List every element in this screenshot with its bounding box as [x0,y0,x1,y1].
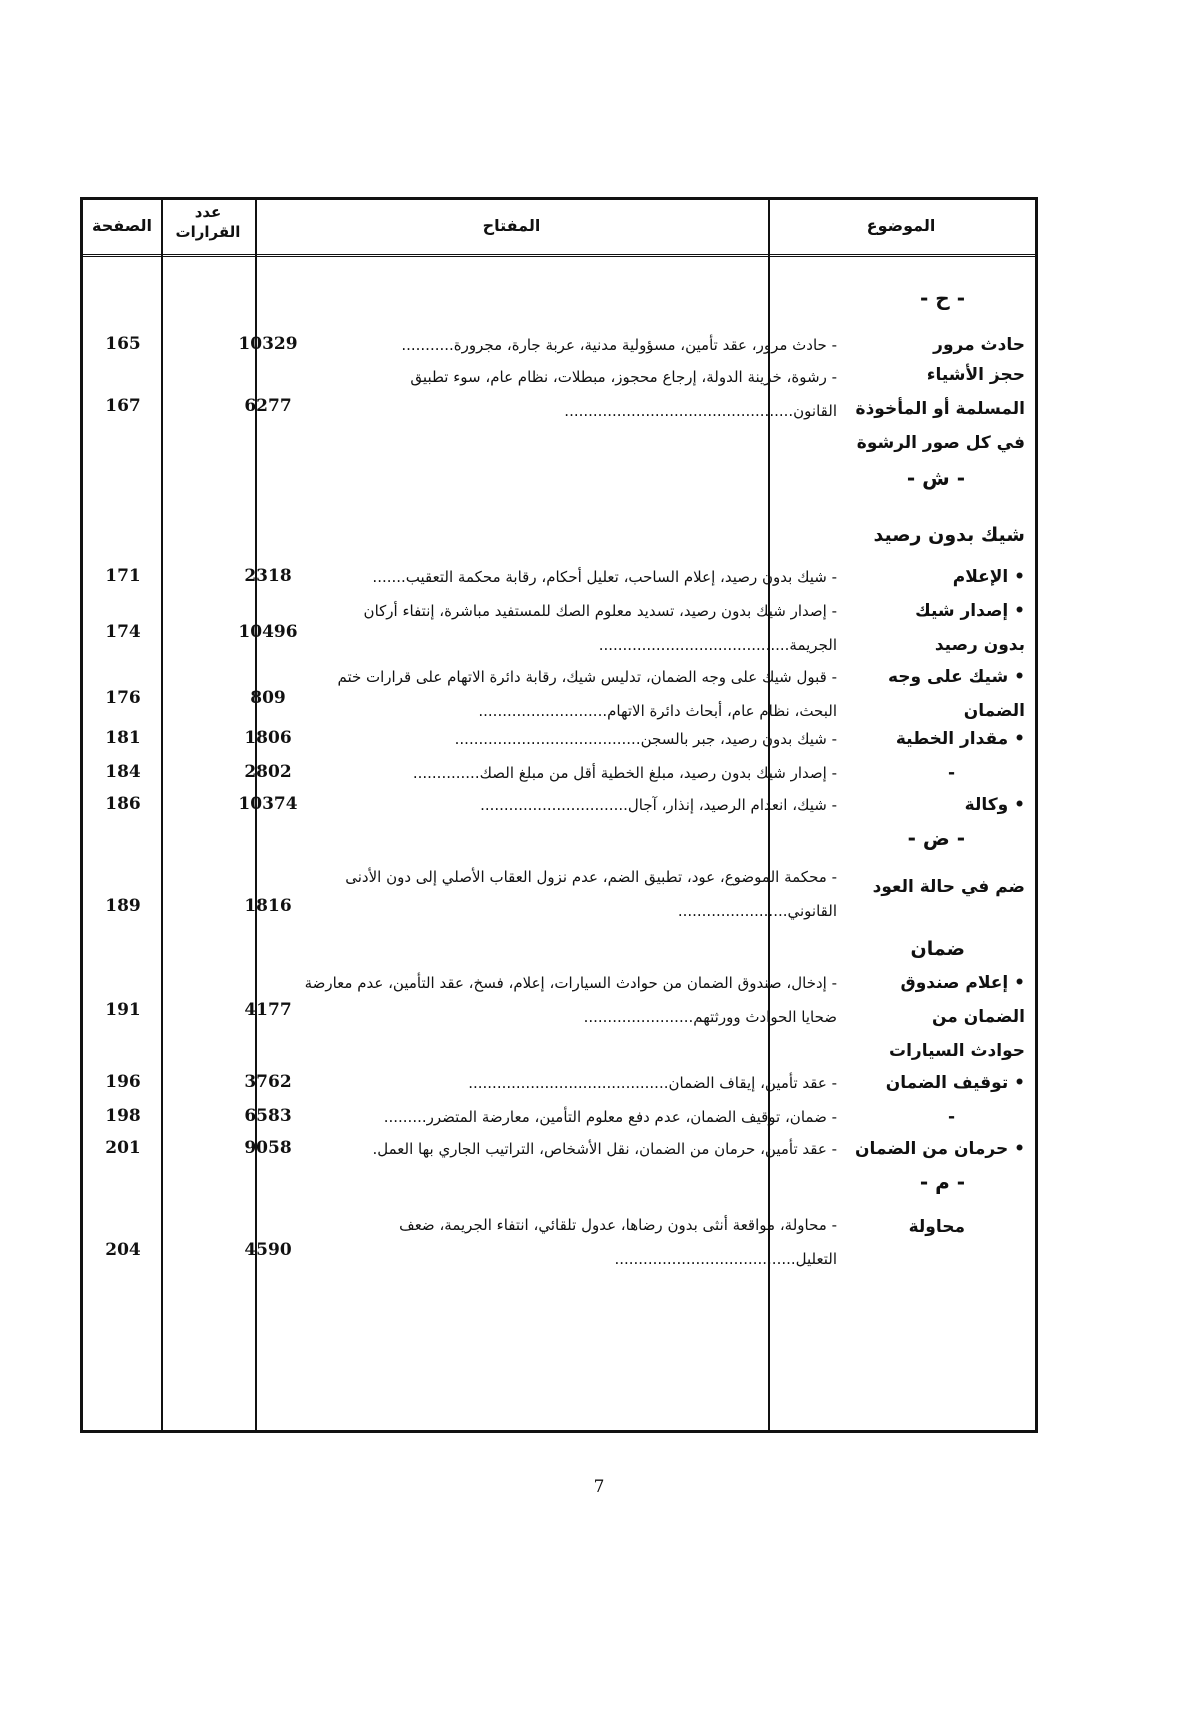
letter-heading-mim: - م - [919,1170,965,1194]
row-subject: • مقدار الخطية [895,729,1025,749]
header-page: الصفحة [91,216,152,235]
row-keywords: - شيك بدون رصيد، جبر بالسجن....................................... [454,730,837,748]
row-count: 809 [250,688,286,708]
row-keywords: - شيك، انعدام الرصيد، إنذار، آجال............................... [480,796,837,814]
row-page: 186 [105,794,141,814]
row-keywords: - عقد تأمين، إيقاف الضمان.......................................... [468,1074,837,1092]
row-subject: حجز الأشياء المسلمة أو المأخوذة في كل صور الرشوة [855,365,1025,453]
row-count: 2318 [244,566,292,586]
row-subject: • وكالة [964,795,1025,815]
row-page: 201 [105,1138,141,1158]
row-keywords: - حادث مرور، عقد تأمين، مسؤولية مدنية، عربة جارة، مجرورة........... [401,336,837,354]
row-count: 4177 [244,1000,292,1020]
header-count: عدد القرارات [175,203,241,241]
row-count: 6277 [244,396,292,416]
row-subject: - [947,1107,955,1127]
row-page: 181 [105,728,141,748]
row-count: 10329 [238,334,298,354]
row-page: 176 [105,688,141,708]
header-keywords: المفتاح [482,216,541,235]
row-count: 10374 [238,794,298,814]
row-page: 189 [105,896,141,916]
row-page: 167 [105,396,141,416]
row-count: 1816 [244,896,292,916]
row-subject: • شيك على وجه الضمان [888,667,1025,721]
row-subject: - [947,763,955,783]
row-page: 191 [105,1000,141,1020]
row-count: 6583 [244,1106,292,1126]
row-keywords: - شيك بدون رصيد، إعلام الساحب، تعليل أحكام، رقابة محكمة التعقيب....... [372,568,837,586]
section-heading: شيك بدون رصيد [873,524,1025,546]
row-subject: • إعلام صندوق الضمان من حوادث السيارات [889,973,1025,1061]
row-keywords: - محكمة الموضوع، عود، تطبيق الضم، عدم نزول العقاب الأصلي إلى دون الأدنى القانوني....................... [345,868,837,920]
row-count: 4590 [244,1240,292,1260]
row-subject: • الإعلام [952,567,1025,587]
letter-heading-shin: - ش - [906,466,965,490]
row-subject: محاولة [908,1217,965,1237]
page-number: 7 [593,1477,605,1497]
row-keywords: - رشوة، خزينة الدولة، إرجاع محجوز، مبطلات، نظام عام، سوء تطبيق القانون................................................ [410,368,837,420]
row-page: 171 [105,566,141,586]
index-table [80,197,1038,1433]
row-page: 184 [105,762,141,782]
row-subject: ضم في حالة العود [872,877,1025,897]
header-subject: الموضوع [866,216,936,235]
section-heading: ضمان [910,938,965,960]
row-keywords: - إدخال، صندوق الضمان من حوادث السيارات، إعلام، فسخ، عقد التأمين، عدم معارضة ضحايا الحوادث وورثتهم....................... [304,974,837,1026]
row-page: 204 [105,1240,141,1260]
row-subject: • حرمان من الضمان [855,1139,1025,1159]
row-keywords: - محاولة، مواقعة أنثى بدون رضاها، عدول تلقائي، انتفاء الجريمة، ضعف التعليل...................................... [399,1216,837,1268]
row-keywords: - ضمان، توقيف الضمان، عدم دفع معلوم التأمين، معارضة المتضرر......... [383,1108,837,1126]
row-count: 9058 [244,1138,292,1158]
row-subject: • إصدار شيك بدون رصيد [915,601,1025,655]
row-keywords: - إصدار شيك بدون رصيد، تسديد معلوم الصك للمستفيد مباشرة، إنتفاء أركان الجريمة........................................ [363,602,837,654]
row-count: 3762 [244,1072,292,1092]
row-count: 1806 [244,728,292,748]
row-keywords: - قبول شيك على وجه الضمان، تدليس شيك، رقابة دائرة الاتهام على قرارات ختم البحث، نظام عام، أبحاث دائرة الاتهام........................... [337,668,837,720]
row-page: 174 [105,622,141,642]
letter-heading-dad: - ض - [907,826,965,850]
row-subject: حادث مرور [933,335,1025,355]
row-count: 2802 [244,762,292,782]
row-keywords: - عقد تأمين، حرمان من الضمان، نقل الأشخاص، التراتيب الجاري بها العمل. [372,1140,837,1158]
letter-heading-ha: - ح - [920,286,965,310]
row-subject: • توقيف الضمان [885,1073,1025,1093]
row-page: 165 [105,334,141,354]
row-keywords: - إصدار شيك بدون رصيد، مبلغ الخطية أقل من مبلغ الصك.............. [412,764,837,782]
row-page: 196 [105,1072,141,1092]
row-count: 10496 [238,622,298,642]
header-divider [83,254,1035,257]
row-page: 198 [105,1106,141,1126]
